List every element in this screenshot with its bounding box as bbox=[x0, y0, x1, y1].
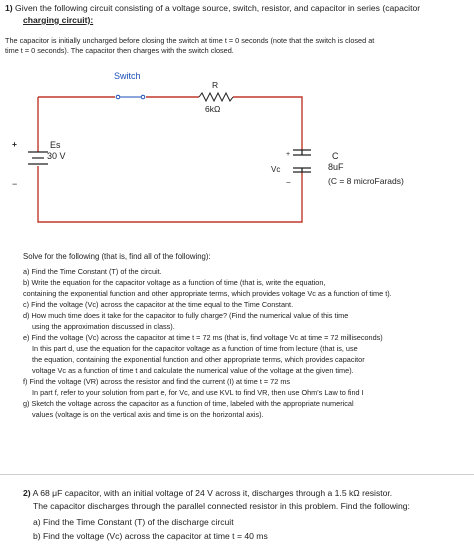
item-g: g) Sketch the voltage across the capacitor as a function of time, labeled with the appropriate numerical bbox=[23, 399, 354, 408]
cap-value: 8uF bbox=[328, 162, 344, 172]
section-divider bbox=[0, 474, 474, 475]
wire-bottom bbox=[38, 166, 302, 222]
item-a: a) Find the Time Constant (T) of the circuit. bbox=[23, 267, 162, 276]
item-e-note-2: the equation, containing the exponential function and other appropriate terms, which provides capacitor bbox=[32, 355, 365, 364]
switch-symbol bbox=[116, 95, 145, 99]
item-f-note: In part f, refer to your solution from part e, for Vc, and use KVL to find VR, then use Ohm's Law to find I bbox=[32, 388, 364, 397]
q1-para-1a: The capacitor is initially uncharged before closing the switch at time t = 0 seconds (note that the switch is closed at bbox=[5, 36, 375, 45]
resistor-label: R bbox=[212, 80, 219, 90]
q1-intro-text: Given the following circuit consisting of a voltage source, switch, resistor, and capacitor in series (capacitor bbox=[15, 3, 421, 13]
vc-label: Vc bbox=[271, 165, 281, 174]
item-e-note-1: In this part d, use the equation for the capacitor voltage as a function of time from lecture (that is, use bbox=[32, 344, 358, 353]
item-b-cont: containing the exponential function and other appropriate terms, which provides voltage Vc as a function of time t). bbox=[23, 289, 392, 298]
battery-value: 30 V bbox=[47, 151, 66, 161]
circuit-diagram bbox=[0, 0, 474, 250]
cap-note: (C = 8 microFarads) bbox=[328, 176, 404, 186]
battery-minus: − bbox=[12, 179, 18, 189]
q2-item-b: b) Find the voltage (Vc) across the capacitor at time t = 40 ms bbox=[33, 531, 268, 541]
q1-para-1b: time t = 0 seconds). The capacitor then charges with the switch closed. bbox=[5, 46, 234, 55]
battery-label: Es bbox=[50, 140, 61, 150]
solve-intro: Solve for the following (that is, find all of the following): bbox=[23, 252, 211, 261]
resistor-value: 6kΩ bbox=[205, 104, 221, 114]
battery-plus: + bbox=[12, 139, 17, 149]
q2-line-1: 2) A 68 μF capacitor, with an initial voltage of 24 V across it, discharges through a 1.5 kΩ resistor. bbox=[23, 488, 393, 498]
item-b: b) Write the equation for the capacitor voltage as a function of time (that is, write the equation, bbox=[23, 278, 326, 287]
item-c: c) Find the voltage (Vc) across the capacitor at the time equal to the Time Constant. bbox=[23, 300, 294, 309]
switch-label: Switch bbox=[114, 71, 141, 81]
item-d-cont: using the approximation discussed in class). bbox=[32, 322, 175, 331]
resistor-symbol bbox=[199, 93, 233, 101]
wire-top-right bbox=[233, 97, 302, 150]
q2-line-2: The capacitor discharges through the parallel connected resistor in this problem. Find the following: bbox=[33, 501, 410, 511]
item-e: e) Find the voltage (Vc) across the capacitor at time t = 72 ms (that is, find voltage Vc at time = 72 milliseconds) bbox=[23, 333, 383, 342]
capacitor-symbol bbox=[293, 150, 311, 172]
q1-intro: 1) Given the following circuit consisting of a voltage source, switch, resistor, and capacitor in series (capacitor bbox=[5, 3, 421, 13]
cap-label: C bbox=[332, 151, 339, 161]
cap-minus: − bbox=[286, 178, 291, 187]
battery-symbol bbox=[28, 152, 48, 164]
q1-intro-cont: charging circuit): bbox=[23, 15, 94, 25]
q2-item-a: a) Find the Time Constant (T) of the discharge circuit bbox=[33, 517, 234, 527]
item-f: f) Find the voltage (VR) across the resistor and find the current (I) at time t = 72 ms bbox=[23, 377, 291, 386]
item-d: d) How much time does it take for the capacitor to fully charge? (Find the numerical value of this time bbox=[23, 311, 349, 320]
item-e-note-3: voltage Vc as a function of time t and calculate the numerical value of the voltage at the given time). bbox=[32, 366, 354, 375]
cap-plus: + bbox=[286, 151, 291, 158]
q2-line-1-text: A 68 μF capacitor, with an initial voltage of 24 V across it, discharges through a 1.5 kΩ resistor. bbox=[32, 488, 393, 498]
item-g-cont: values (voltage is on the vertical axis and time is on the horizontal axis). bbox=[32, 410, 264, 419]
